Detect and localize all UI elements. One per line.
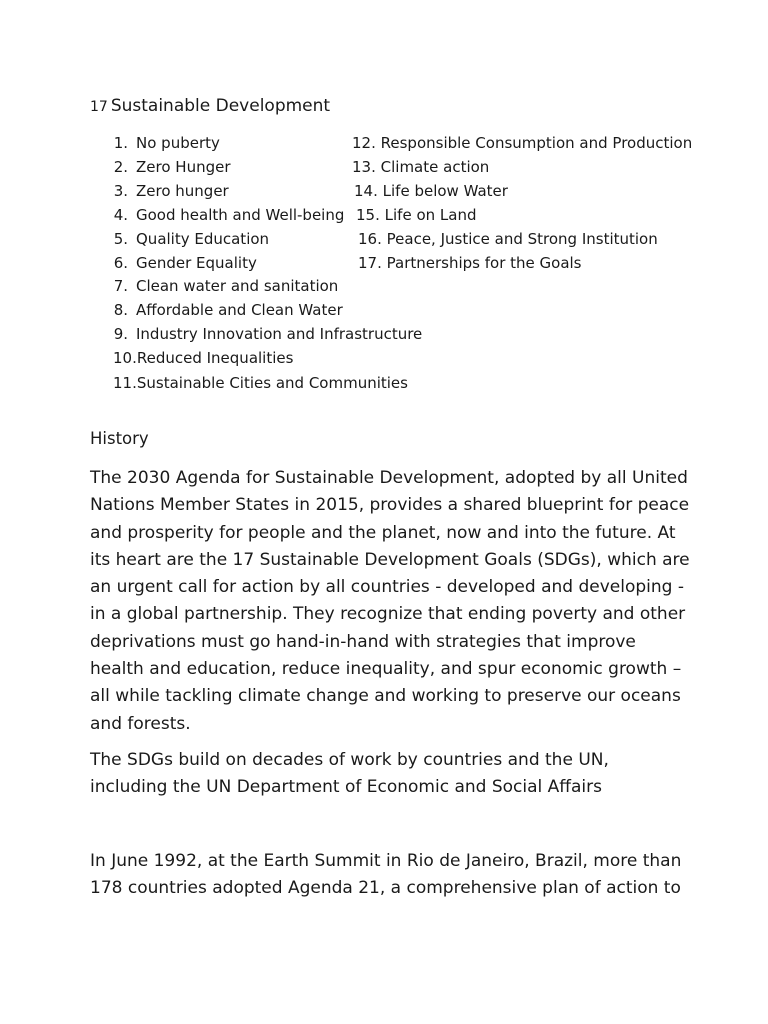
goal-item-1: 1. No puberty: [113, 134, 220, 152]
goal-item-12: 12. Responsible Consumption and Production: [352, 134, 693, 152]
goal-item-14: 14. Life below Water: [354, 182, 508, 200]
history-paragraph-2: The SDGs build on decades of work by countries and the UN, including the UN Department of Economic and Social Affairs: [90, 750, 609, 798]
history-paragraph-3: In June 1992, at the Earth Summit in Rio de Janeiro, Brazil, more than 178 countries adopted Agenda 21, a comprehensive plan of action to: [90, 851, 682, 899]
goal-item-3: 3. Zero hunger: [113, 182, 229, 200]
goal-item-6: 6. Gender Equality: [113, 254, 257, 272]
goal-item-9: 9. Industry Innovation and Infrastructure: [113, 325, 423, 343]
goal-item-4: 4. Good health and Well-being: [113, 206, 345, 224]
goal-item-17: 17. Partnerships for the Goals: [358, 254, 582, 272]
goal-item-7: 7. Clean water and sanitation: [113, 277, 339, 295]
goal-item-10: 10.Reduced Inequalities: [113, 349, 294, 367]
goal-item-8: 8. Affordable and Clean Water: [113, 301, 343, 319]
title-number: 17: [90, 99, 108, 115]
goal-item-11: 11.Sustainable Cities and Communities: [113, 374, 408, 392]
goal-item-5: 5. Quality Education: [113, 230, 270, 248]
title-text: Sustainable Development: [110, 96, 331, 116]
history-heading: History: [90, 429, 149, 448]
goal-item-15: 15. Life on Land: [356, 206, 477, 224]
history-paragraph-1: The 2030 Agenda for Sustainable Development, adopted by all United Nations Member States in 2015, provides a shared blueprint for peace and prosperity for people and the planet, now and into the future. At its heart are the 17 Sustainable Development Goals (SDGs), which are an urgent call for action by all countries - developed and developing - in a global partnership. They recognize that ending poverty and other deprivations must go hand-in-hand with strategies that improve health and education, reduce inequality, and spur economic growth – all while tackling climate change and working to preserve our oceans and forests.: [90, 468, 690, 734]
goal-item-13: 13. Climate action: [352, 158, 490, 176]
goal-item-2: 2. Zero Hunger: [113, 158, 231, 176]
goal-item-16: 16. Peace, Justice and Strong Institution: [358, 230, 658, 248]
page-title: [90, 96, 330, 116]
